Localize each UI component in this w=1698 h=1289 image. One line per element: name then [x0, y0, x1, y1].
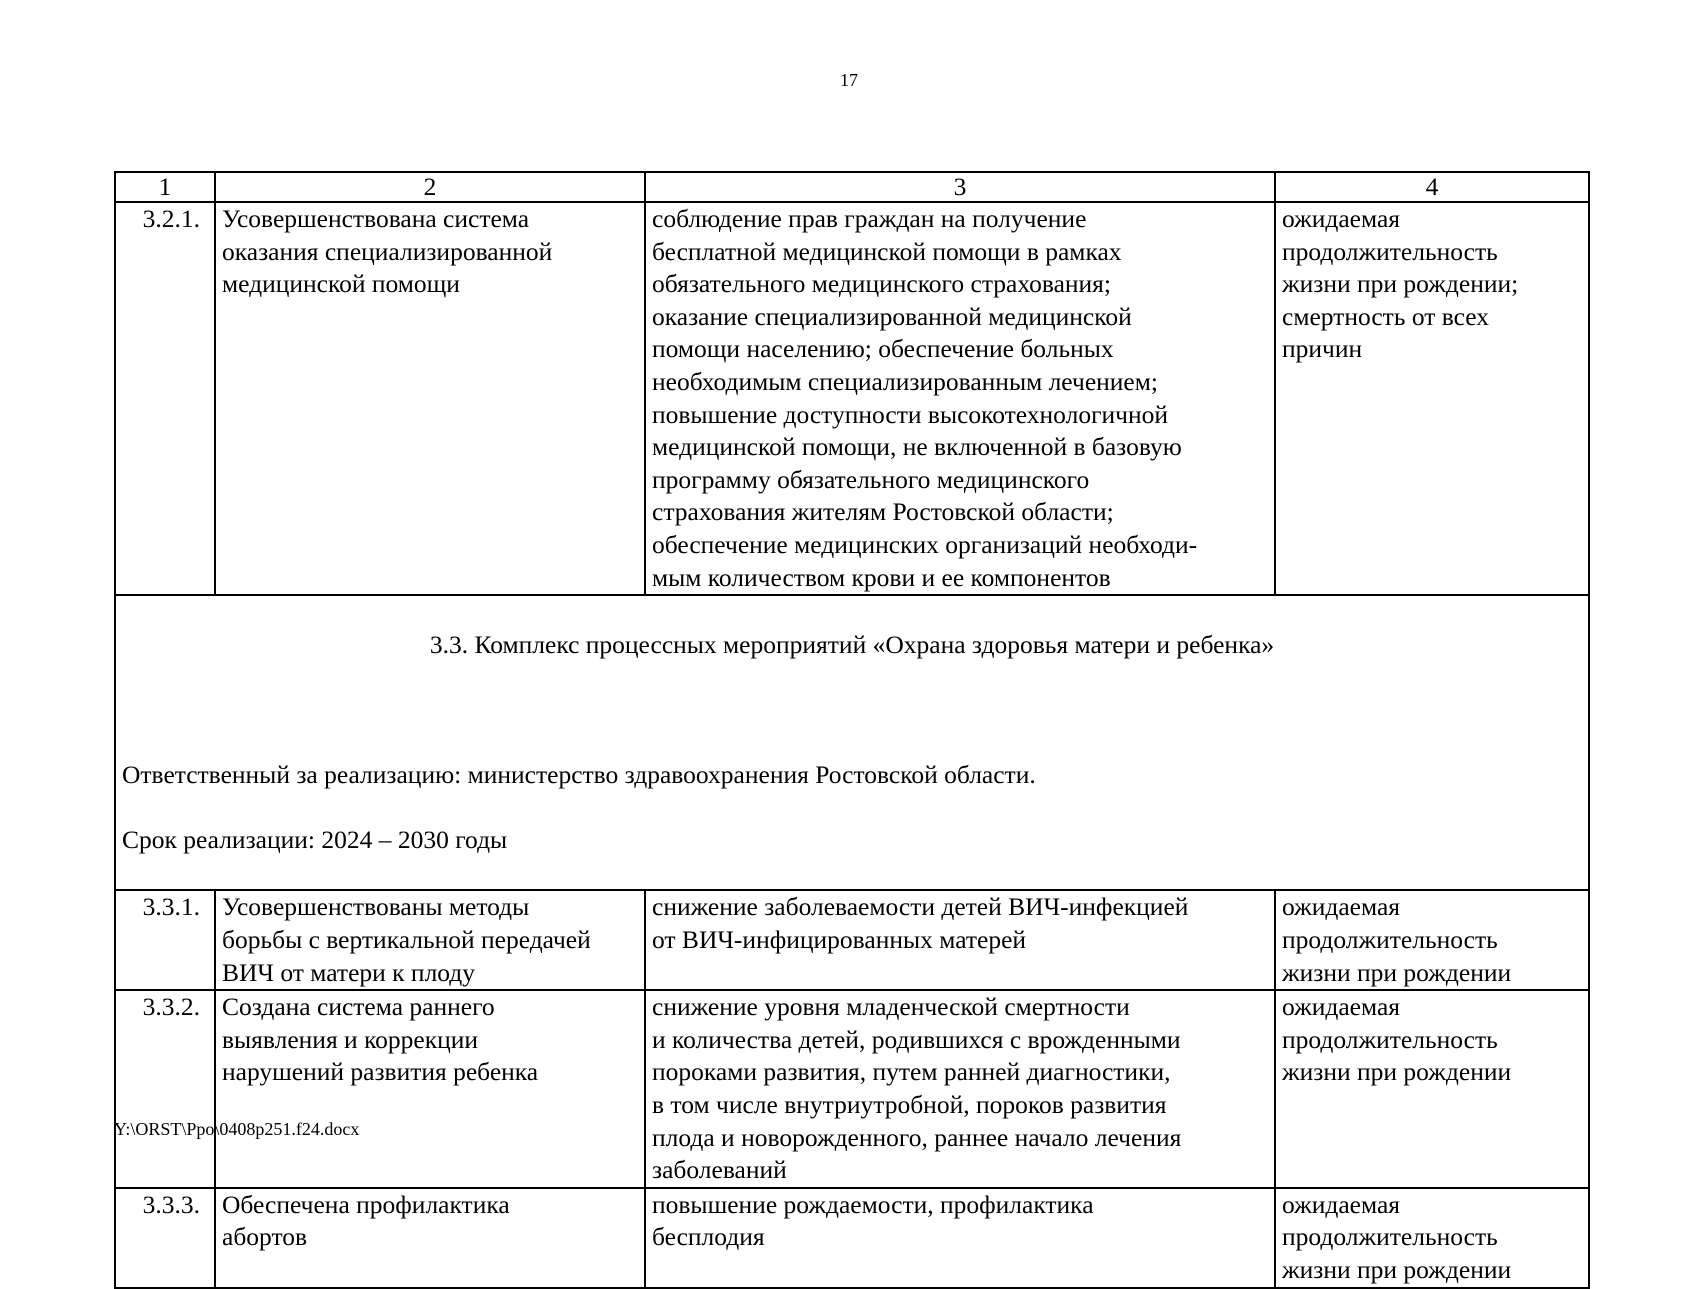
row-result: Усовершенствована система оказания специализированной медицинской помощи — [215, 202, 645, 595]
row-result: Создана система раннего выявления и коррекции нарушений развития ребенка — [215, 990, 645, 1188]
section-cell — [115, 595, 1589, 890]
row-description: повышение рождаемости, профилактика бесплодия — [645, 1188, 1275, 1288]
table-row — [115, 202, 1589, 595]
row-number: 3.2.1. — [115, 202, 215, 595]
section-responsible: Ответственный за реализацию: министерство здравоохранения Ростовской области. — [122, 760, 1036, 790]
column-header: 3 — [645, 172, 1275, 202]
column-header: 4 — [1275, 172, 1589, 202]
table-header-row — [115, 172, 1589, 202]
row-indicator: ожидаемая продолжительность жизни при рождении — [1275, 990, 1589, 1188]
row-description: снижение заболеваемости детей ВИЧ-инфекцией от ВИЧ-инфицированных матерей — [645, 890, 1275, 990]
row-indicator: ожидаемая продолжительность жизни при рождении — [1275, 1188, 1589, 1288]
row-number: 3.3.3. — [115, 1188, 215, 1288]
row-description: соблюдение прав граждан на получение бесплатной медицинской помощи в рамках обязательного медицинского страхования; оказание специализированной медицинской помощи населению; обеспечение больных необходимым специализированным лечением; повышение доступности высокотехнологичной медицинской помощи, не включенной в базовую программу обязательного медицинского страхования жителям Ростовской области; обеспечение медицинских организаций необходи- мым количеством крови и ее компонентов — [645, 202, 1275, 595]
row-result: Усовершенствованы методы борьбы с вертикальной передачей ВИЧ от матери к плоду — [215, 890, 645, 990]
page-number: 17 — [840, 70, 858, 90]
section-row — [115, 595, 1589, 890]
row-indicator: ожидаемая продолжительность жизни при рождении; смертность от всех причин — [1275, 202, 1589, 595]
table-row — [115, 890, 1589, 990]
section-period: Срок реализации: 2024 – 2030 годы — [122, 825, 508, 855]
table-row — [115, 1188, 1589, 1288]
row-number: 3.3.2. — [115, 990, 215, 1188]
row-description: снижение уровня младенческой смертности и количества детей, родившихся с врожденными пороками развития, путем ранней диагностики, в том числе внутриутробной, пороков развития плода и новорожденного, раннее начало лечения заболеваний — [645, 990, 1275, 1188]
row-result: Обеспечена профилактика абортов — [215, 1188, 645, 1288]
row-number: 3.3.1. — [115, 890, 215, 990]
table-row — [115, 990, 1589, 1188]
column-header: 2 — [215, 172, 645, 202]
section-title: 3.3. Комплекс процессных мероприятий «Охрана здоровья матери и ребенка» — [429, 629, 1275, 659]
file-path-footer: Y:\ORST\Ppo\0408p251.f24.docx — [114, 1119, 360, 1139]
row-indicator: ожидаемая продолжительность жизни при рождении — [1275, 890, 1589, 990]
column-header: 1 — [115, 172, 215, 202]
